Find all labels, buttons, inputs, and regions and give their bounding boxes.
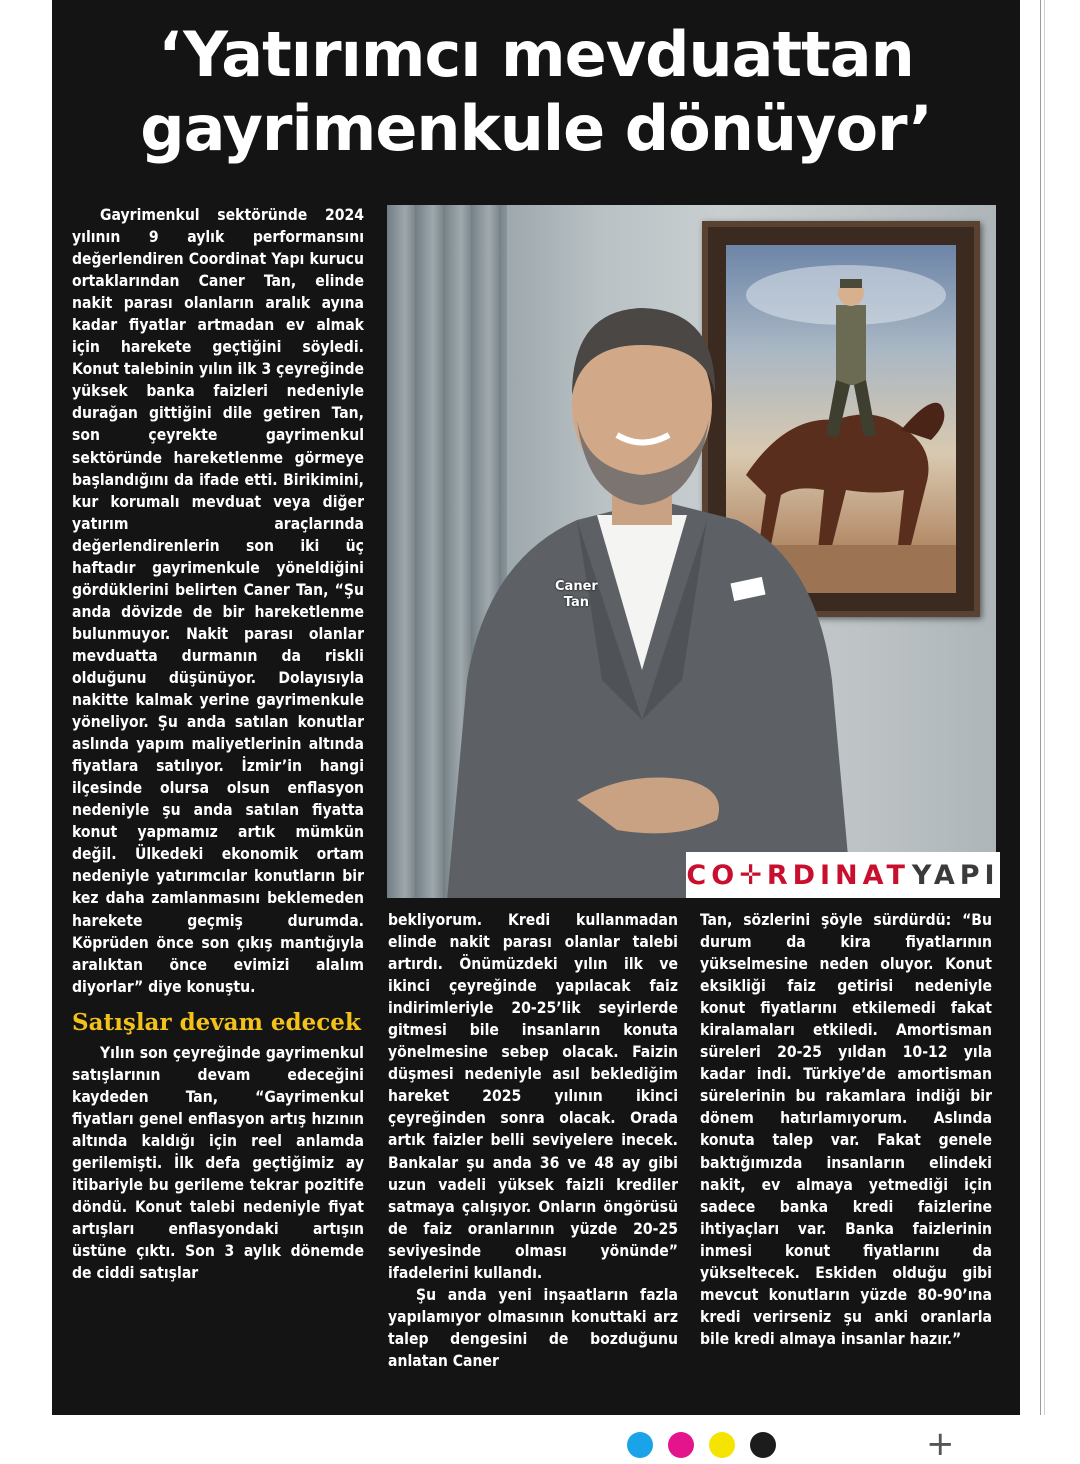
headline-line-2: gayrimenkule dönüyor’ — [140, 92, 932, 165]
crosshair-mark: + — [926, 1424, 955, 1464]
registration-dot-black — [750, 1432, 776, 1458]
caption-line-2: Tan — [563, 595, 590, 610]
subheading: Satışlar devam edecek — [72, 1008, 361, 1036]
businessman-figure — [427, 300, 857, 898]
column1-paragraph-1: Gayrimenkul sektöründe 2024 yılının 9 aylık performansını değerlendiren Coordinat Yapı kurucu ortaklarından Caner Tan, elinde nakit parası olanların aralık ayına kadar fiyatlar artmadan ev almak için harekete geçtiğini söyledi. Konut talebinin yılın ilk 3 çeyreğinde yüksek banka faizleri nedeniyle durağan gittiğini dile getiren Tan, son çeyrekte gayrimenkul sektöründe hareketlenme görmeye başlandığını da ifade etti. Birikimini, kur korumalı mevduat veya diğer yatırım araçlarında değerlendirenlerin son iki üç haftadır gayrimenkule yöneldiğini gördüklerini belirten Caner Tan, “Şu anda dövizde de bir hareketlenme bulunmuyor. Nakit parası olanlar mevduatta durmanın da riskli olduğunu düşünüyor. Dolayısıyla nakitte kalmak yerine gayrimenkule yöneliyor. Şu anda satılan konutlar aslında yapım maliyetlerinin altında fiyatlara satılıyor. İzmir’in hangi ilçesinde olursa olsun enflasyon nedeniyle şu anda satılan fiyatta konut yapmamız artık mümkün değil. Ülkedeki ekonomik ortam nedeniyle yatırımcılar konutların bir kez daha zamlanmasını beklemeden harekete geçmiş durumda. Köprüden önce son çıkış mantığıyla aralıktan önce evimizi alalım diyorlar” diye konuştu. — [72, 206, 364, 996]
headline — [52, 18, 1020, 166]
column3-paragraph-1: Tan, sözlerini şöyle sürdürdü: “Bu durum da kira fiyatlarının yükselmesine neden oluyor. Konut eksikliği faiz getirisi nedeniyle konut fiyatlarını etkilemedi fakat kiralamaları etkiledi. Amortisman süreleri 20-25 yıldan 10-12 yıla kadar indi. Türkiye’de amortisman sürelerinin bu rakamlara indiği bir dönem hatırlamıyorum. Aslında konuta talep var. Fakat genele baktığımızda insanların elindeki nakit, ev almaya yetmediği için sadece banka kredi faizlerine ihtiyaçları var. Banka faizlerinin inmesi konut fiyatlarını da yükseltecek. Eskiden olduğu gibi mevcut konutların yüzde 80-90’ına kredi verirseniz şu anki oranlarla bile kredi almaya insanlar hazır.” — [700, 911, 992, 1348]
headline-line-1: ‘Yatırımcı mevduattan — [158, 18, 914, 91]
registration-dot-cyan — [627, 1432, 653, 1458]
page-edge-line — [1040, 0, 1041, 1415]
text-column-1 — [72, 204, 364, 1284]
column1-paragraph-2: Yılın son çeyreğinde gayrimenkul satışlarının devam edeceğini kaydeden Tan, “Gayrimenkul fiyatları genel enflasyon artış hızının altında kaldığı için reel anlamda gerilemişti. İlk defa geçtiğimiz ay itibariyle bu gerileme tekrar pozitife döndü. Konut talebi nedeniyle fiyat artışları enflasyondaki artışın üstüne çıktı. Son 3 aylık dönemde de ciddi satışlar — [72, 1043, 364, 1283]
brand-logo — [686, 852, 1000, 898]
registration-dot-yellow — [709, 1432, 735, 1458]
caption-line-1: Caner — [555, 579, 598, 594]
photo-caption — [555, 579, 598, 611]
text-column-3 — [700, 909, 992, 1350]
brand-logo-part-1: CO✛RDINAT — [686, 859, 910, 891]
text-column-2 — [388, 909, 678, 1372]
page-edge-line-secondary — [1044, 0, 1045, 1415]
portrait-photo — [387, 205, 996, 898]
column2-paragraph-1: bekliyorum. Kredi kullanmadan elinde nakit parası olanlar talebi artırdı. Önümüzdeki yılın ilk ve ikinci çeyreğinde yapılacak faiz indirimleriyle 20-25’lik seyirlerde gitmesi bile insanların konuta yönelmesine sebep olacak. Faizin düşmesi nedeniyle asıl beklediğim hareket 2025 yılının ikinci çeyreğinden sonra olacak. Orada artık faizler belli seviyelere inecek. Bankalar şu anda 36 ve 48 ay gibi uzun vadeli yüksek faizli krediler satmaya çalışıyor. Onların öngörüsü de faiz oranlarının yüzde 20-25 seviyesinde olması yönünde” ifadelerini kullandı. — [388, 911, 678, 1282]
column2-paragraph-2: Şu anda yeni inşaatların fazla yapılamıyor olmasının konuttaki arz talep dengesini de bozduğunu anlatan Caner — [388, 1285, 678, 1370]
brand-logo-part-2: YAPI — [911, 859, 1000, 891]
article-block — [52, 0, 1020, 1415]
registration-dot-magenta — [668, 1432, 694, 1458]
